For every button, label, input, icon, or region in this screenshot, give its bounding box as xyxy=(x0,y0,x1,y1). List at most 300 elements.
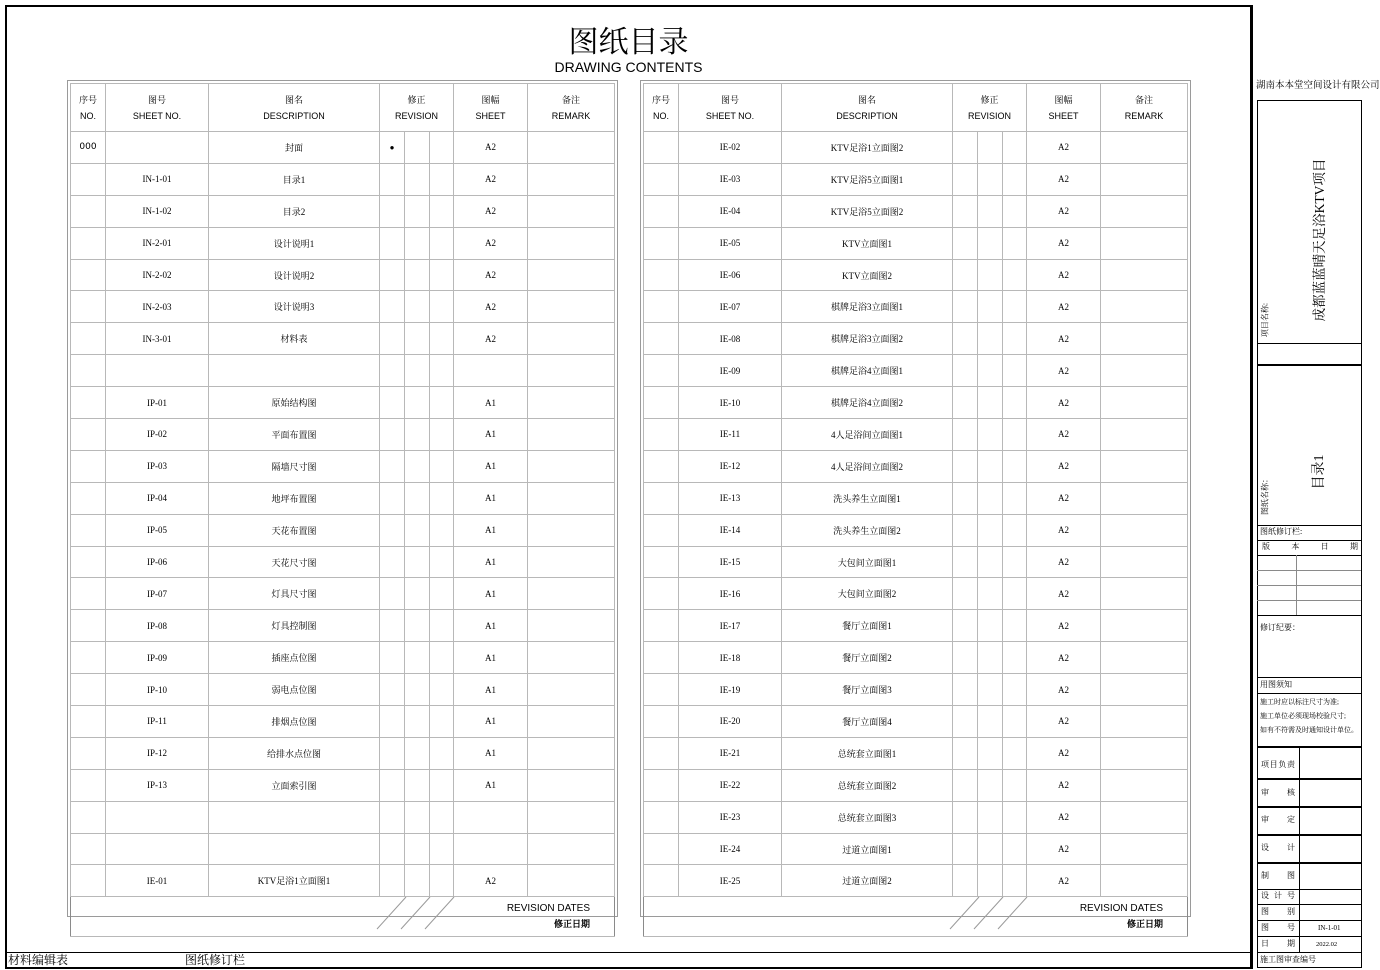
sheet-size-cell: A2 xyxy=(1027,833,1101,865)
sheet-no-cell: IN-3-01 xyxy=(106,323,209,355)
sheet-no-cell: IN-1-01 xyxy=(106,163,209,195)
description-cell: 过道立面图2 xyxy=(782,865,953,897)
description-header xyxy=(209,84,380,132)
table-row xyxy=(71,801,615,833)
remark-cell xyxy=(528,387,615,419)
sheet-size-cell: A2 xyxy=(454,163,528,195)
no-cell xyxy=(644,132,679,164)
sheet-size-cell: A2 xyxy=(1027,514,1101,546)
remark-cell xyxy=(1101,163,1188,195)
description-cell: 总统套立面图3 xyxy=(782,801,953,833)
description-cell: 原始结构图 xyxy=(209,387,380,419)
revision-cell xyxy=(1003,514,1027,546)
sheet-no-cell: IN-2-02 xyxy=(106,259,209,291)
revision-cell xyxy=(1003,387,1027,419)
remark-cell xyxy=(528,865,615,897)
sheet-size-cell: A2 xyxy=(454,132,528,164)
remark-cell xyxy=(1101,291,1188,323)
revision-cell xyxy=(430,227,454,259)
sheet-size-cell: A2 xyxy=(1027,706,1101,738)
remark-cell xyxy=(528,227,615,259)
sheet-no-cell: IP-01 xyxy=(106,387,209,419)
revision-cell xyxy=(430,259,454,291)
revision-cell xyxy=(405,769,430,801)
project-name: 成都蓝蓝晴天足浴KTV项目 xyxy=(1312,158,1327,322)
no-cell xyxy=(71,737,106,769)
revision-cell xyxy=(380,610,405,642)
revision-cell xyxy=(1003,355,1027,387)
revision-summary-label: 修订纪要： xyxy=(1260,623,1300,632)
revision-cell xyxy=(953,642,978,674)
revision-cell xyxy=(430,737,454,769)
revision-cell xyxy=(978,674,1003,706)
revision-cell xyxy=(380,291,405,323)
revision-cell xyxy=(405,163,430,195)
no-cell xyxy=(644,546,679,578)
table-row xyxy=(71,865,615,897)
header-label-cn: 备注 xyxy=(561,94,580,105)
usage-note: 施工时应以标注尺寸为准; xyxy=(1260,698,1339,706)
table-row xyxy=(644,833,1188,865)
sheet-size-cell: A1 xyxy=(454,674,528,706)
sheet-size-cell: A2 xyxy=(1027,642,1101,674)
description-cell: KTV足浴5立面图1 xyxy=(782,163,953,195)
revision-cell xyxy=(953,259,978,291)
table-row xyxy=(71,737,615,769)
description-cell: 棋牌足浴4立面图2 xyxy=(782,387,953,419)
header-label-cn: 图幅 xyxy=(481,94,500,105)
remark-cell xyxy=(1101,706,1188,738)
revision-cell xyxy=(430,706,454,738)
sheet-no-cell: IE-09 xyxy=(679,355,782,387)
table-row xyxy=(644,419,1188,451)
revision-cell xyxy=(953,291,978,323)
no-cell xyxy=(644,610,679,642)
title-block-line xyxy=(1257,585,1361,586)
material-table-label: 材料编辑表 xyxy=(8,953,69,967)
sheet-size-cell: A2 xyxy=(1027,769,1101,801)
sheet-size-cell xyxy=(454,833,528,865)
revision-cell xyxy=(405,323,430,355)
table-row xyxy=(644,387,1188,419)
revision-cell xyxy=(380,355,405,387)
no-cell xyxy=(71,769,106,801)
revision-cell xyxy=(978,546,1003,578)
revision-cell xyxy=(405,865,430,897)
no-header xyxy=(71,84,106,132)
sheet-size-cell: A2 xyxy=(1027,195,1101,227)
remark-cell xyxy=(528,195,615,227)
remark-cell xyxy=(1101,195,1188,227)
no-cell xyxy=(71,833,106,865)
description-cell: 棋牌足浴3立面图1 xyxy=(782,291,953,323)
table-row xyxy=(71,769,615,801)
remark-cell xyxy=(1101,132,1188,164)
sheet-no-cell: IE-14 xyxy=(679,514,782,546)
drawing-number-label: 图 号 xyxy=(1261,923,1295,932)
revision-cell: ● xyxy=(380,132,405,164)
table-row xyxy=(644,163,1188,195)
no-cell xyxy=(644,833,679,865)
revision-cell xyxy=(953,387,978,419)
table-row xyxy=(644,546,1188,578)
remark-header xyxy=(528,84,615,132)
table-row xyxy=(71,546,615,578)
remark-cell xyxy=(528,323,615,355)
sheet-size-cell: A2 xyxy=(454,195,528,227)
description-header xyxy=(782,84,953,132)
date-label: 日 期 xyxy=(1261,939,1295,948)
sheet-no-cell: IE-18 xyxy=(679,642,782,674)
no-cell xyxy=(71,163,106,195)
revision-cell xyxy=(405,227,430,259)
table-row xyxy=(71,450,615,482)
revision-cell xyxy=(1003,737,1027,769)
revision-header xyxy=(380,84,454,132)
header-label-en: REVISION xyxy=(394,110,438,121)
remark-cell xyxy=(1101,387,1188,419)
revision-cell xyxy=(380,387,405,419)
description-cell: 弱电点位图 xyxy=(209,674,380,706)
revision-cell xyxy=(1003,132,1027,164)
revision-cell xyxy=(978,610,1003,642)
revision-cell xyxy=(953,865,978,897)
revision-cell xyxy=(1003,865,1027,897)
sheet-no-cell xyxy=(106,801,209,833)
revision-cell xyxy=(380,801,405,833)
sheet-size-cell: A2 xyxy=(1027,737,1101,769)
revision-header xyxy=(953,84,1027,132)
sheet-size-cell: A1 xyxy=(454,578,528,610)
revision-cell xyxy=(405,387,430,419)
sheet-no-header xyxy=(679,84,782,132)
remark-cell xyxy=(528,769,615,801)
remark-cell xyxy=(528,514,615,546)
title-block-line xyxy=(1257,600,1361,601)
revision-cell xyxy=(405,833,430,865)
description-cell: 设计说明3 xyxy=(209,291,380,323)
revision-cell xyxy=(430,450,454,482)
sheet-size-cell: A2 xyxy=(1027,578,1101,610)
description-cell: 设计说明1 xyxy=(209,227,380,259)
sheet-size-cell: A1 xyxy=(454,706,528,738)
remark-cell xyxy=(1101,865,1188,897)
table-row xyxy=(644,291,1188,323)
description-cell: 总统套立面图1 xyxy=(782,737,953,769)
revision-column-divider xyxy=(1296,555,1297,615)
sheet-size-cell: A1 xyxy=(454,450,528,482)
revision-cell xyxy=(1003,450,1027,482)
revision-cell xyxy=(953,163,978,195)
title-block-line xyxy=(1257,778,1361,780)
description-cell: 隔墙尺寸图 xyxy=(209,450,380,482)
description-cell: 大包间立面图2 xyxy=(782,578,953,610)
revision-cell xyxy=(953,674,978,706)
revision-cell xyxy=(380,450,405,482)
remark-cell xyxy=(1101,674,1188,706)
title-block-line xyxy=(1257,525,1361,526)
description-cell: 灯具控制图 xyxy=(209,610,380,642)
table-row xyxy=(644,706,1188,738)
revision-diagonal-line xyxy=(425,897,454,929)
revision-cell xyxy=(430,769,454,801)
sheet-size-cell: A2 xyxy=(1027,865,1101,897)
revision-cell xyxy=(380,419,405,451)
remark-cell xyxy=(1101,737,1188,769)
drawing-name: 目录1 xyxy=(1312,454,1327,490)
revision-cell xyxy=(1003,769,1027,801)
header-label-cn: 序号 xyxy=(78,94,97,105)
revision-column-label: 图纸修订栏: xyxy=(1260,527,1303,536)
description-cell: 设计说明2 xyxy=(209,259,380,291)
revision-cell xyxy=(978,865,1003,897)
no-cell xyxy=(71,801,106,833)
remark-cell xyxy=(528,706,615,738)
sheet-no-cell: IE-17 xyxy=(679,610,782,642)
project-label: 项目名称: xyxy=(1260,302,1270,338)
table-row xyxy=(71,259,615,291)
title-block-line xyxy=(1257,100,1361,101)
sheet-no-cell: IP-11 xyxy=(106,706,209,738)
revision-cell xyxy=(430,514,454,546)
sheet-size-cell: A2 xyxy=(1027,387,1101,419)
revision-cell xyxy=(405,706,430,738)
header-label-cn: 备注 xyxy=(1134,94,1153,105)
remark-cell xyxy=(528,419,615,451)
signoff-review: 审 核 xyxy=(1261,788,1295,797)
sheet-size-cell: A2 xyxy=(1027,132,1101,164)
title-block-line xyxy=(1257,343,1361,344)
sheet-size-cell: A2 xyxy=(1027,546,1101,578)
revision-cell xyxy=(405,546,430,578)
description-cell xyxy=(209,833,380,865)
revision-cell xyxy=(430,195,454,227)
no-header xyxy=(644,84,679,132)
no-cell xyxy=(71,642,106,674)
sheet-size-cell: A1 xyxy=(454,419,528,451)
revision-cell xyxy=(978,419,1003,451)
revision-cell xyxy=(380,865,405,897)
description-cell: 材料表 xyxy=(209,323,380,355)
header-label-cn: 图名 xyxy=(284,94,303,105)
revision-cell xyxy=(978,482,1003,514)
header-row xyxy=(644,84,1188,132)
revision-cell xyxy=(953,578,978,610)
remark-cell xyxy=(528,610,615,642)
table-row xyxy=(71,323,615,355)
description-cell: 棋牌足浴3立面图2 xyxy=(782,323,953,355)
revision-cell xyxy=(430,610,454,642)
remark-cell xyxy=(1101,610,1188,642)
table-row xyxy=(644,801,1188,833)
table-row xyxy=(644,195,1188,227)
table-row xyxy=(71,227,615,259)
sheet-no-cell: IE-15 xyxy=(679,546,782,578)
no-cell xyxy=(71,355,106,387)
revision-cell xyxy=(1003,163,1027,195)
revision-cell xyxy=(978,801,1003,833)
no-cell xyxy=(71,195,106,227)
sheet-no-cell: IP-08 xyxy=(106,610,209,642)
description-cell: KTV足浴5立面图2 xyxy=(782,195,953,227)
revision-cell xyxy=(1003,833,1027,865)
sheet-size-cell: A1 xyxy=(454,387,528,419)
remark-cell xyxy=(528,355,615,387)
sheet-no-cell: IP-05 xyxy=(106,514,209,546)
no-cell xyxy=(71,514,106,546)
revision-cell xyxy=(405,578,430,610)
contents-table-right xyxy=(640,80,1191,931)
revision-cell xyxy=(978,769,1003,801)
revision-cell xyxy=(430,546,454,578)
header-label-en: SHEET NO. xyxy=(132,110,182,121)
contents-table xyxy=(643,83,1188,937)
header-label-en: SHEET NO. xyxy=(705,110,755,121)
title-block-line xyxy=(1257,806,1361,808)
sheet-size-cell: A2 xyxy=(1027,674,1101,706)
revision-cell xyxy=(405,801,430,833)
no-cell xyxy=(71,259,106,291)
revision-cell xyxy=(953,706,978,738)
revision-cell xyxy=(405,259,430,291)
description-cell: KTV足浴1立面图1 xyxy=(209,865,380,897)
description-cell: 总统套立面图2 xyxy=(782,769,953,801)
table-row xyxy=(644,737,1188,769)
sheet-no-cell: IE-16 xyxy=(679,578,782,610)
no-cell xyxy=(644,163,679,195)
table-row xyxy=(644,514,1188,546)
description-cell: 洗头养生立面图2 xyxy=(782,514,953,546)
revision-cell xyxy=(953,801,978,833)
header-label-cn: 图幅 xyxy=(1054,94,1073,105)
title-block-line xyxy=(1257,615,1361,616)
remark-cell xyxy=(528,642,615,674)
sheet-size-cell: A2 xyxy=(1027,450,1101,482)
sheet-no-cell: IE-11 xyxy=(679,419,782,451)
sheet-no-cell: IP-02 xyxy=(106,419,209,451)
title-block-line xyxy=(1257,364,1361,366)
title-block-line xyxy=(1257,693,1361,694)
no-cell: 000 xyxy=(71,132,106,164)
remark-cell xyxy=(1101,355,1188,387)
no-cell xyxy=(71,865,106,897)
revision-cell xyxy=(1003,259,1027,291)
sheet-size-cell: A2 xyxy=(1027,227,1101,259)
sheet-no-cell: IE-01 xyxy=(106,865,209,897)
revision-cell xyxy=(430,387,454,419)
remark-cell xyxy=(1101,578,1188,610)
no-cell xyxy=(71,387,106,419)
revision-cell xyxy=(1003,482,1027,514)
usage-note: 施工单位必须现场校验尺寸; xyxy=(1260,712,1346,720)
table-row xyxy=(644,610,1188,642)
revision-cell xyxy=(405,291,430,323)
revision-cell xyxy=(380,674,405,706)
sheet-no-cell: IE-06 xyxy=(679,259,782,291)
description-cell: 餐厅立面图4 xyxy=(782,706,953,738)
revision-cell xyxy=(430,163,454,195)
description-cell: 目录2 xyxy=(209,195,380,227)
signoff-design: 设 计 xyxy=(1261,843,1295,852)
revision-cell xyxy=(978,642,1003,674)
revision-cell xyxy=(978,387,1003,419)
revision-cell xyxy=(1003,195,1027,227)
table-row xyxy=(644,227,1188,259)
title-block-right-border xyxy=(1361,100,1362,968)
revision-diagonal-line xyxy=(974,897,1003,929)
revision-cell xyxy=(430,291,454,323)
header-label-en: DESCRIPTION xyxy=(836,110,898,121)
sheet-no-cell: IN-1-02 xyxy=(106,195,209,227)
remark-cell xyxy=(528,578,615,610)
sheet-no-cell: IN-2-03 xyxy=(106,291,209,323)
revision-cell xyxy=(430,833,454,865)
revision-cell xyxy=(380,546,405,578)
revision-dates-label-cn: 修正日期 xyxy=(553,920,590,931)
table-row xyxy=(71,291,615,323)
revision-cell xyxy=(380,769,405,801)
no-cell xyxy=(71,674,106,706)
revision-dates-cell xyxy=(71,897,615,937)
sheet-no-cell: IP-12 xyxy=(106,737,209,769)
sheet-size-cell: A2 xyxy=(1027,482,1101,514)
table-row xyxy=(71,610,615,642)
revision-cell xyxy=(430,482,454,514)
sheet-no-cell xyxy=(106,355,209,387)
table-row xyxy=(644,482,1188,514)
no-cell xyxy=(644,195,679,227)
remark-cell xyxy=(528,482,615,514)
table-row xyxy=(644,323,1188,355)
description-cell: 4人足浴间立面图1 xyxy=(782,419,953,451)
header-label-en: REVISION xyxy=(967,110,1011,121)
sheet-size-cell: A1 xyxy=(454,514,528,546)
page-subtitle: DRAWING CONTENTS xyxy=(554,59,703,75)
no-cell xyxy=(71,482,106,514)
remark-cell xyxy=(528,833,615,865)
sheet-size-cell: A2 xyxy=(454,323,528,355)
sheet-no-cell: IN-2-01 xyxy=(106,227,209,259)
revision-cell xyxy=(405,737,430,769)
sheet-no-header xyxy=(106,84,209,132)
sheet-no-cell: IE-08 xyxy=(679,323,782,355)
header-label-en: REMARK xyxy=(551,110,591,121)
footer-row xyxy=(71,897,615,937)
title-block-line xyxy=(1257,920,1361,921)
header-label-cn: 修正 xyxy=(407,94,426,105)
title-block-line xyxy=(1257,967,1361,968)
sheet-size-cell: A2 xyxy=(454,259,528,291)
header-label-cn: 修正 xyxy=(980,94,999,105)
revision-cell xyxy=(953,227,978,259)
revision-cell xyxy=(953,769,978,801)
remark-cell xyxy=(1101,227,1188,259)
description-cell: 插座点位图 xyxy=(209,642,380,674)
revision-cell xyxy=(1003,642,1027,674)
remark-cell xyxy=(1101,259,1188,291)
table-row xyxy=(71,419,615,451)
table-row xyxy=(71,674,615,706)
revision-header: 版 本 日 期 xyxy=(1262,542,1358,551)
description-cell: 天花尺寸图 xyxy=(209,546,380,578)
title-block-line xyxy=(1257,540,1361,541)
sheet-size-cell: A2 xyxy=(1027,259,1101,291)
revision-cell xyxy=(380,706,405,738)
revision-cell xyxy=(405,195,430,227)
revision-diagonal-line xyxy=(401,897,430,929)
revision-cell xyxy=(953,419,978,451)
sheet-no-cell: IE-22 xyxy=(679,769,782,801)
